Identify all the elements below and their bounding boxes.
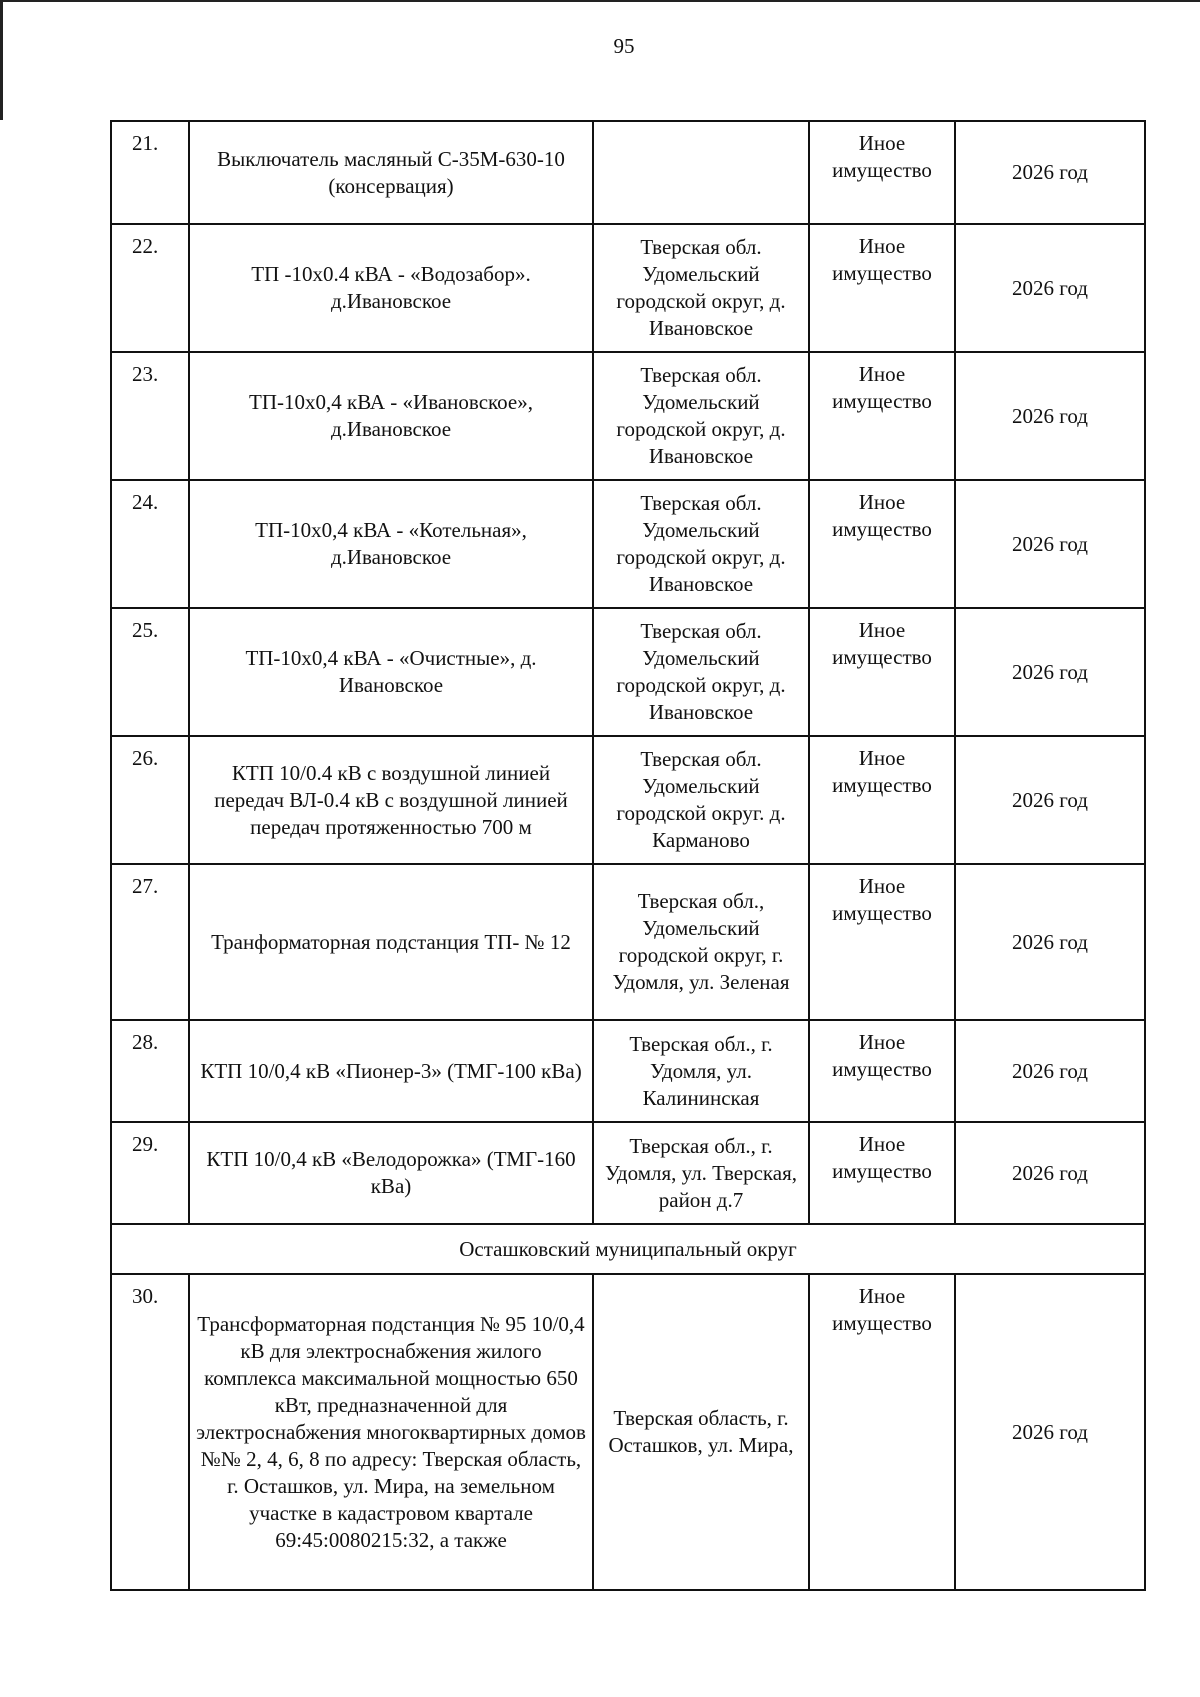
privatization-year: 2026 год (955, 1274, 1145, 1590)
property-type: Иное имущество (809, 864, 955, 1020)
property-name: КТП 10/0,4 кВ «Пионер-3» (ТМГ-100 кВа) (189, 1020, 593, 1122)
table-row (111, 736, 1145, 864)
row-number: 27. (111, 864, 189, 1020)
property-type: Иное имущество (809, 736, 955, 864)
property-name: ТП -10х0.4 кВА - «Водозабор». д.Ивановское (189, 224, 593, 352)
table-row (111, 224, 1145, 352)
property-table (110, 120, 1146, 1591)
row-number: 23. (111, 352, 189, 480)
property-address: Тверская обл. Удомельский городской округ. д. Карманово (593, 736, 809, 864)
table-row (111, 864, 1145, 1020)
property-name: Транформаторная подстанция ТП- № 12 (189, 864, 593, 1020)
table-row (111, 608, 1145, 736)
property-address (593, 121, 809, 224)
property-name: КТП 10/0.4 кВ с воздушной линией передач ВЛ-0.4 кВ с воздушной линией передач протяженностью 700 м (189, 736, 593, 864)
property-name: ТП-10х0,4 кВА - «Котельная», д.Ивановское (189, 480, 593, 608)
table-row (111, 1274, 1145, 1590)
property-address: Тверская обл. Удомельский городской округ, д. Ивановское (593, 224, 809, 352)
privatization-year: 2026 год (955, 224, 1145, 352)
table-row (111, 352, 1145, 480)
property-type: Иное имущество (809, 121, 955, 224)
privatization-year: 2026 год (955, 1122, 1145, 1224)
section-row (111, 1224, 1145, 1274)
privatization-year: 2026 год (955, 608, 1145, 736)
property-type: Иное имущество (809, 1274, 955, 1590)
property-name: ТП-10х0,4 кВА - «Очистные», д. Ивановское (189, 608, 593, 736)
property-address: Тверская обл., г. Удомля, ул. Тверская, район д.7 (593, 1122, 809, 1224)
page-left-edge (0, 0, 3, 120)
table-row (111, 480, 1145, 608)
property-name: Трансформаторная подстанция № 95 10/0,4 кВ для электроснабжения жилого комплекса максимальной мощностью 650 кВт, предназначенной для электроснабжения многоквартирных домов №№ 2, 4, 6, 8 по адресу: Тверская область, г. Осташков, ул. Мира, на земельном участке в кадастровом квартале 69:45:0080215:32, а также (189, 1274, 593, 1590)
row-number: 29. (111, 1122, 189, 1224)
row-number: 22. (111, 224, 189, 352)
property-type: Иное имущество (809, 352, 955, 480)
property-name: Выключатель масляный С-35М-630-10 (консервация) (189, 121, 593, 224)
property-name: ТП-10х0,4 кВА - «Ивановское», д.Ивановское (189, 352, 593, 480)
property-type: Иное имущество (809, 1122, 955, 1224)
property-address: Тверская обл. Удомельский городской округ, д. Ивановское (593, 480, 809, 608)
row-number: 25. (111, 608, 189, 736)
table-row (111, 1122, 1145, 1224)
row-number: 28. (111, 1020, 189, 1122)
row-number: 26. (111, 736, 189, 864)
privatization-year: 2026 год (955, 736, 1145, 864)
property-address: Тверская обл. Удомельский городской округ, д. Ивановское (593, 608, 809, 736)
property-address: Тверская обл., Удомельский городской округ, г. Удомля, ул. Зеленая (593, 864, 809, 1020)
page-top-edge (0, 0, 1200, 2)
privatization-year: 2026 год (955, 1020, 1145, 1122)
privatization-year: 2026 год (955, 480, 1145, 608)
privatization-year: 2026 год (955, 121, 1145, 224)
row-number: 30. (111, 1274, 189, 1590)
page-number: 95 (613, 34, 635, 58)
property-type: Иное имущество (809, 480, 955, 608)
row-number: 21. (111, 121, 189, 224)
property-type: Иное имущество (809, 224, 955, 352)
table-row (111, 1020, 1145, 1122)
row-number: 24. (111, 480, 189, 608)
property-address: Тверская обл. Удомельский городской округ, д. Ивановское (593, 352, 809, 480)
property-type: Иное имущество (809, 1020, 955, 1122)
privatization-year: 2026 год (955, 864, 1145, 1020)
section-title: Осташковский муниципальный округ (111, 1224, 1145, 1274)
property-address: Тверская область, г. Осташков, ул. Мира, (593, 1274, 809, 1590)
property-type: Иное имущество (809, 608, 955, 736)
property-name: КТП 10/0,4 кВ «Велодорожка» (ТМГ-160 кВа) (189, 1122, 593, 1224)
table-row (111, 121, 1145, 224)
property-address: Тверская обл., г. Удомля, ул. Калининская (593, 1020, 809, 1122)
privatization-year: 2026 год (955, 352, 1145, 480)
